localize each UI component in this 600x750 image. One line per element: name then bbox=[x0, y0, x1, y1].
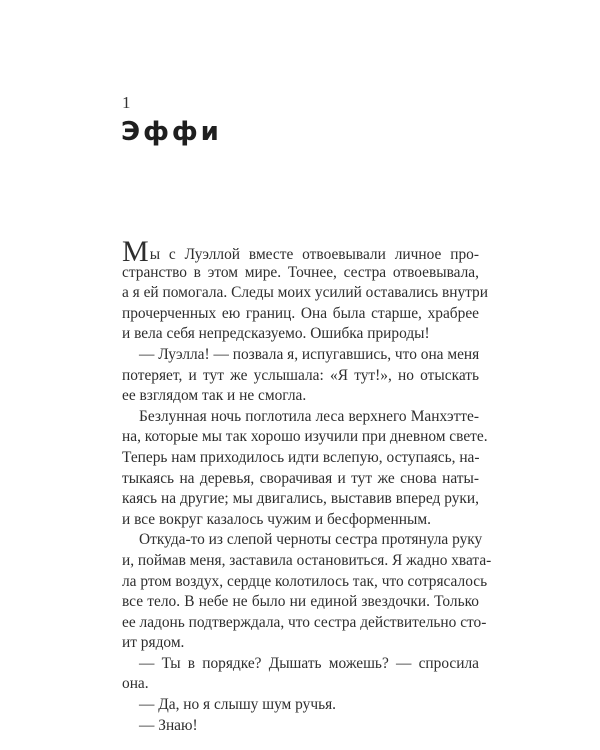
paragraph-line: Безлунная ночь поглотила леса верхнего Манхэтте- bbox=[139, 407, 479, 425]
drop-cap: М bbox=[122, 235, 149, 268]
paragraph-line: ит рядом. bbox=[122, 634, 185, 652]
paragraph-line: Откуда-то из слепой черноты сестра протянула руку bbox=[139, 531, 483, 549]
paragraph-line: а я ей помогала. Следы моих усилий оставались внутри bbox=[122, 284, 488, 302]
paragraph-line: — Ты в порядке? Дышать можешь? — спросила bbox=[139, 654, 479, 672]
chapter-title: Эффи bbox=[121, 117, 222, 147]
paragraph-line: прочерченных ею границ. Она была старше, храбрее bbox=[122, 304, 479, 322]
paragraph-line: — Да, но я слышу шум ручья. bbox=[139, 696, 337, 714]
paragraph-line: — Луэлла! — позвала я, испугавшись, что она меня bbox=[139, 345, 480, 363]
paragraph-line: и вела себя непредсказуемо. Ошибка природы! bbox=[122, 325, 430, 343]
paragraph-line: потеряет, и тут же услышала: «Я тут!», но отыскать bbox=[122, 366, 479, 384]
paragraph-line: ее взглядом так и не смогла. bbox=[122, 387, 307, 405]
paragraph-line: и все вокруг казалось чужим и бесформенным. bbox=[122, 510, 431, 528]
paragraph-line: Теперь нам приходилось идти вслепую, оступаясь, на- bbox=[122, 448, 480, 466]
chapter-body bbox=[122, 235, 492, 736]
paragraph-line: и, поймав меня, заставила остановиться. Я жадно хвата- bbox=[122, 551, 492, 569]
paragraph-line: каясь на другие; мы двигались, выставив вперед руки, bbox=[122, 490, 479, 508]
paragraph-line: странство в этом мире. Точнее, сестра отвоевывала, bbox=[122, 263, 479, 281]
paragraph-line: ла ртом воздух, сердце колотилось так, что сотрясалось bbox=[122, 572, 488, 590]
chapter-number: 1 bbox=[122, 93, 131, 112]
paragraph-line: — Знаю! bbox=[139, 716, 198, 734]
paragraph-line: она. bbox=[122, 675, 149, 693]
paragraph-line: тыкаясь на деревья, сворачивая и тут же снова наты- bbox=[122, 469, 479, 487]
paragraph-line: Мы с Луэллой вместе отвоевывали личное про- bbox=[122, 235, 479, 268]
paragraph-line: на, которые мы так хорошо изучили при дневном свете. bbox=[122, 428, 488, 446]
paragraph-line: ее ладонь подтверждала, что сестра действительно сто- bbox=[122, 613, 487, 631]
paragraph-line: все тело. В небе не было ни единой звездочки. Только bbox=[122, 593, 479, 611]
